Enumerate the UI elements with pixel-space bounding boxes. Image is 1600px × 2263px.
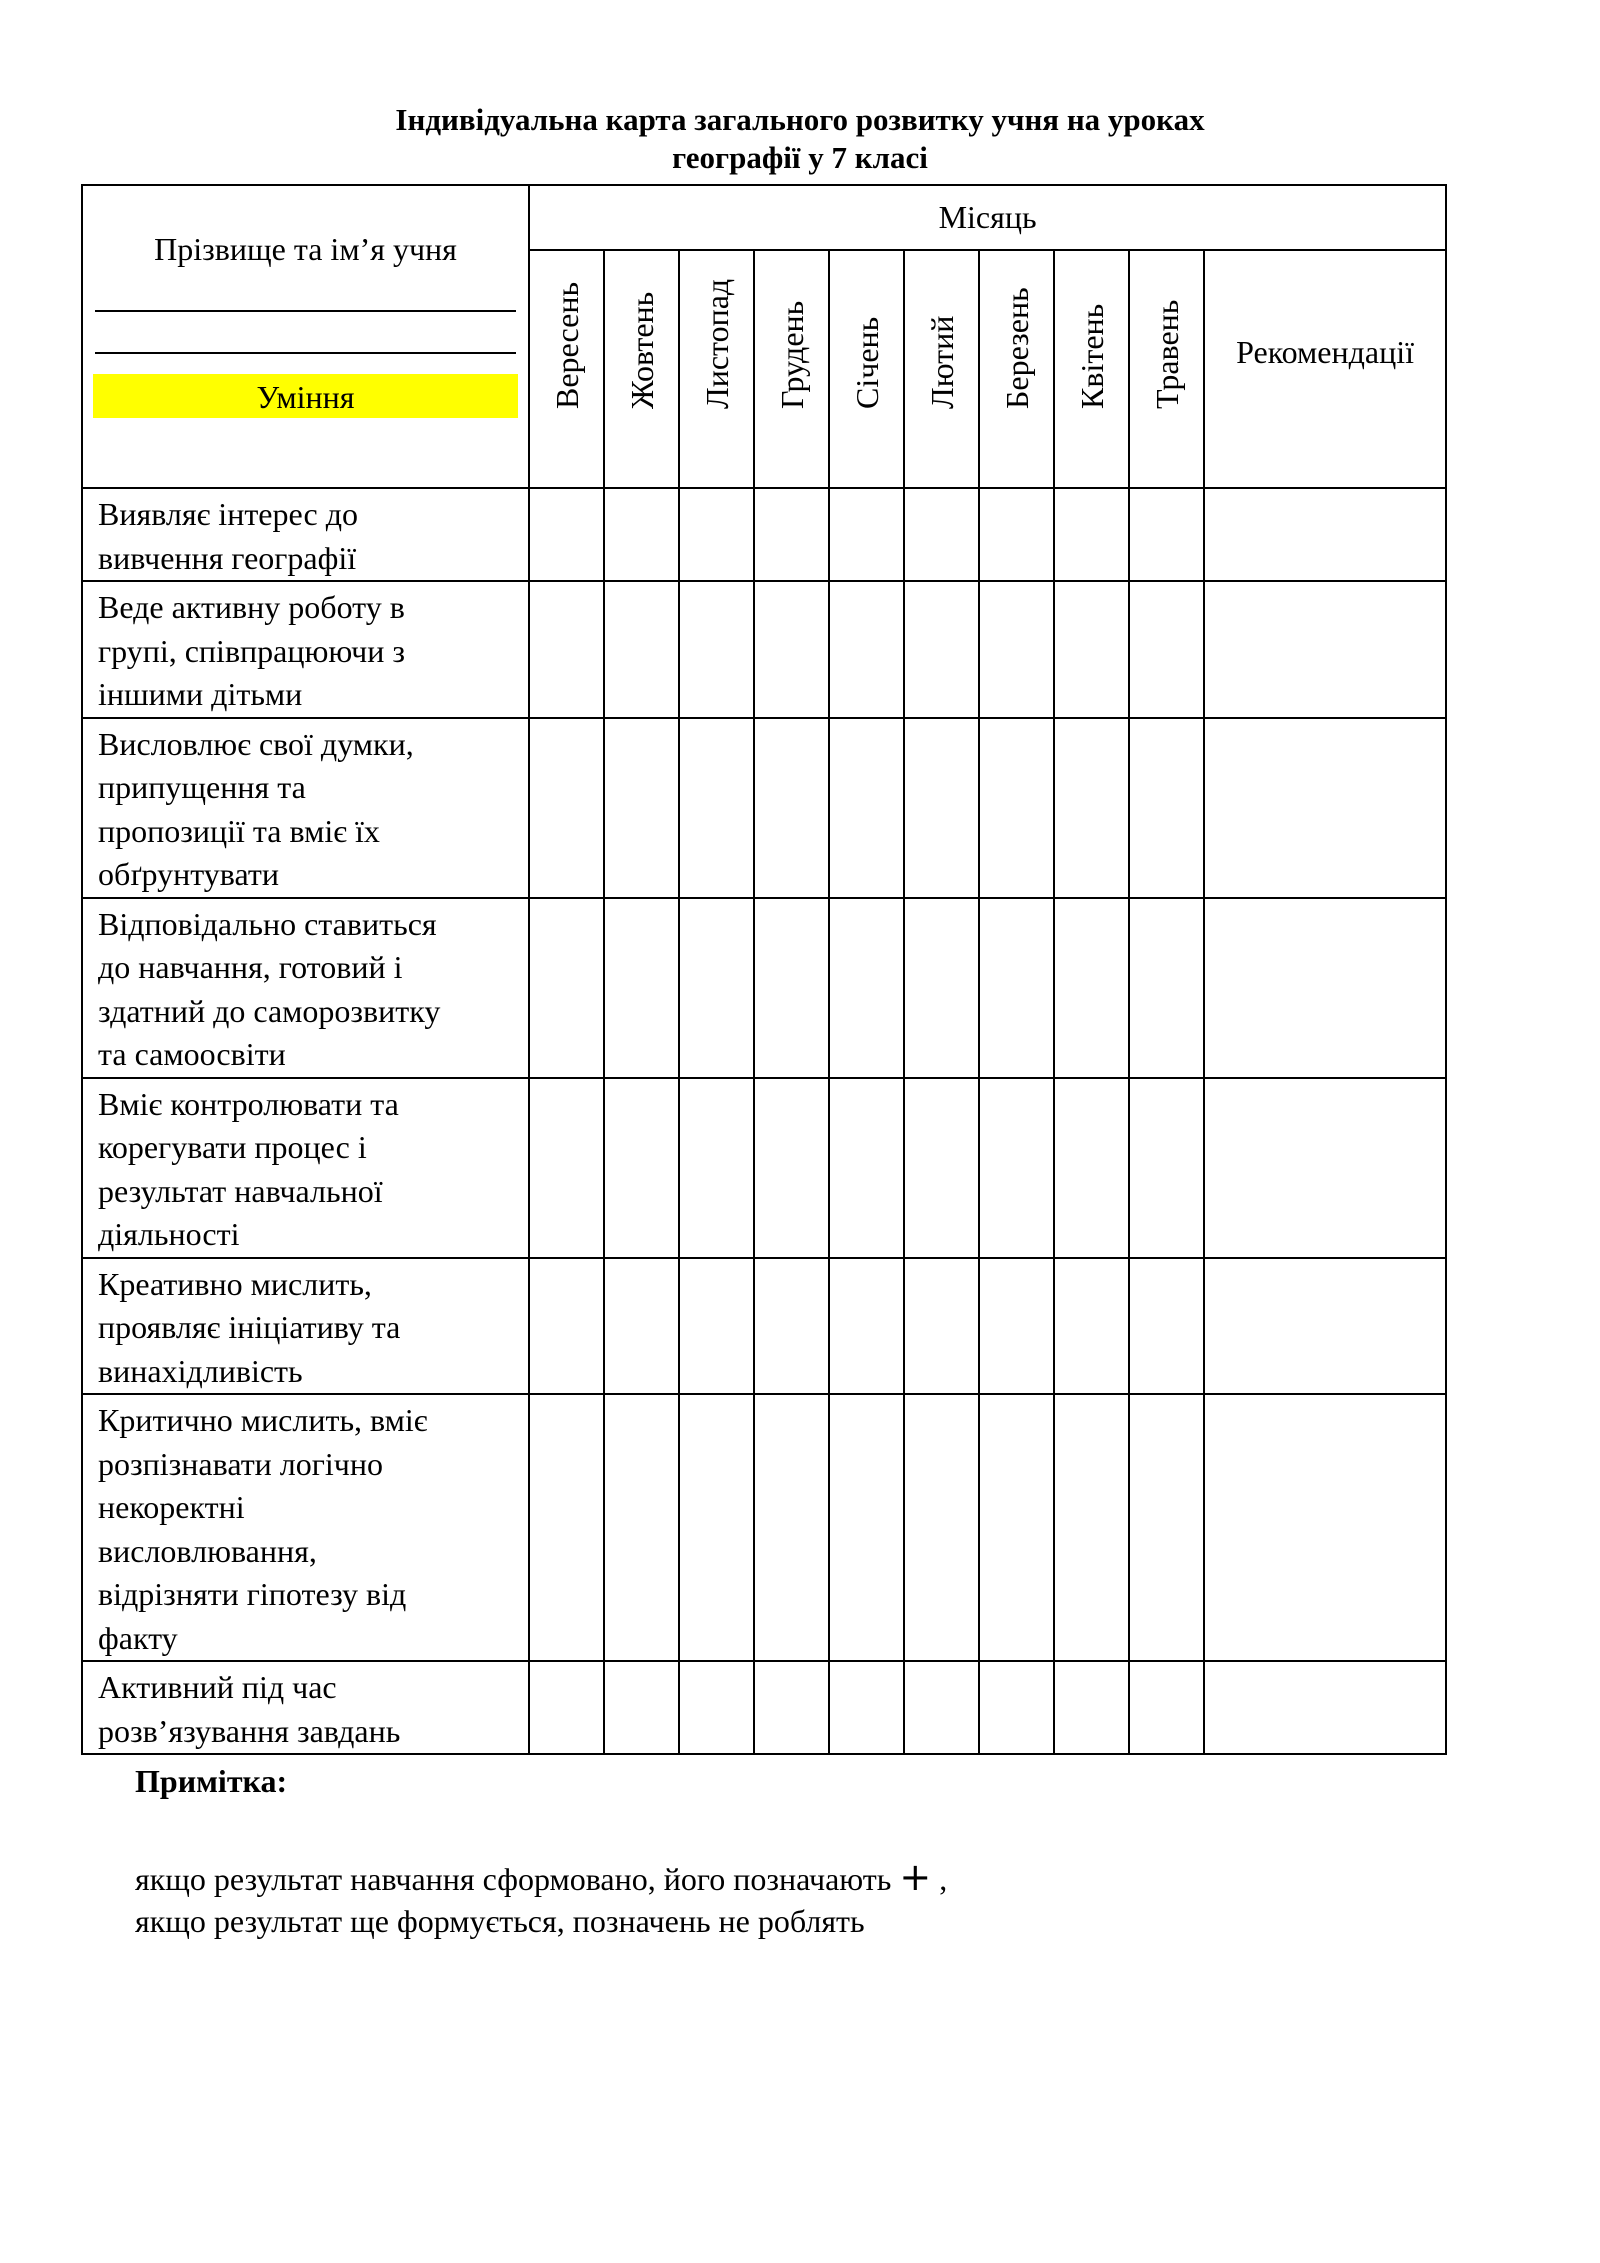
- month-label: Грудень: [773, 300, 810, 409]
- note-line-1: [135, 1855, 947, 1899]
- skill-row: [82, 1258, 1446, 1395]
- mark-cell[interactable]: [979, 898, 1054, 1078]
- skill-text-line: іншими дітьми: [98, 676, 303, 712]
- recommendations-header: [1204, 250, 1446, 488]
- recommendation-cell[interactable]: [1204, 1258, 1446, 1395]
- mark-cell[interactable]: [679, 718, 754, 898]
- mark-cell[interactable]: [604, 581, 679, 718]
- mark-cell[interactable]: [979, 1078, 1054, 1258]
- mark-cell[interactable]: [829, 718, 904, 898]
- skill-text-line: некоректні: [98, 1489, 245, 1525]
- skill-cell: [82, 1394, 529, 1661]
- mark-cell[interactable]: [904, 1258, 979, 1395]
- skill-text-line: відрізняти гіпотезу від: [98, 1576, 407, 1612]
- skill-text-line: групі, співпрацюючи з: [98, 632, 405, 669]
- skill-text-line: висловлювання,: [98, 1532, 317, 1569]
- mark-cell[interactable]: [604, 1394, 679, 1661]
- mark-cell[interactable]: [829, 1258, 904, 1395]
- month-column-header: [604, 250, 679, 488]
- mark-cell[interactable]: [1054, 1661, 1129, 1754]
- mark-cell[interactable]: [904, 1394, 979, 1661]
- skill-text-line: Веде активну роботу в: [98, 589, 405, 625]
- mark-cell[interactable]: [904, 581, 979, 718]
- mark-cell[interactable]: [904, 898, 979, 1078]
- skill-text-line: результат навчальної: [98, 1172, 383, 1209]
- mark-cell[interactable]: [679, 898, 754, 1078]
- mark-cell[interactable]: [1054, 581, 1129, 718]
- mark-cell[interactable]: [754, 718, 829, 898]
- mark-cell[interactable]: [1129, 1661, 1204, 1754]
- skill-text-line: Креативно мислить,: [98, 1265, 372, 1302]
- mark-cell[interactable]: [1129, 1394, 1204, 1661]
- mark-cell[interactable]: [754, 1078, 829, 1258]
- month-column-header: [979, 250, 1054, 488]
- mark-cell[interactable]: [829, 1078, 904, 1258]
- mark-cell[interactable]: [979, 1661, 1054, 1754]
- skill-text-line: діяльності: [98, 1216, 240, 1252]
- mark-cell[interactable]: [979, 488, 1054, 581]
- mark-cell[interactable]: [829, 488, 904, 581]
- month-column-header: [754, 250, 829, 488]
- mark-cell[interactable]: [754, 1394, 829, 1661]
- month-column-header: [679, 250, 754, 488]
- mark-cell[interactable]: [679, 581, 754, 718]
- skill-text-line: здатний до саморозвитку: [98, 992, 441, 1029]
- name-blank-line[interactable]: [95, 272, 516, 312]
- skill-row: [82, 488, 1446, 581]
- skill-text-line: факту: [98, 1619, 178, 1656]
- mark-cell[interactable]: [1054, 1394, 1129, 1661]
- mark-cell[interactable]: [904, 718, 979, 898]
- mark-cell[interactable]: [679, 1394, 754, 1661]
- skill-cell: [82, 718, 529, 898]
- skills-header: Уміння: [93, 374, 518, 418]
- skill-text-line: Відповідально ставиться: [98, 905, 437, 942]
- skill-text-line: припущення та: [98, 769, 306, 805]
- mark-cell[interactable]: [754, 1258, 829, 1395]
- skill-text-line: Вміє контролювати та: [98, 1085, 399, 1122]
- student-header-cell: [82, 185, 529, 488]
- note-title: Примітка:: [135, 1763, 288, 1799]
- student-name-label: Прізвище та ім’я учня: [154, 231, 457, 267]
- skill-text-line: Критично мислить, вміє: [98, 1402, 428, 1438]
- skill-cell: [82, 488, 529, 581]
- mark-cell[interactable]: [1054, 1078, 1129, 1258]
- month-column-header: [904, 250, 979, 488]
- mark-cell[interactable]: [904, 488, 979, 581]
- mark-cell[interactable]: [979, 1394, 1054, 1661]
- note-line-1-text: якщо результат навчання сформовано, його позначають: [135, 1861, 892, 1897]
- skill-text-line: Висловлює свої думки,: [98, 725, 414, 762]
- mark-cell[interactable]: [754, 581, 829, 718]
- month-label: Травень: [1148, 299, 1185, 409]
- skill-text-line: до навчання, готовий і: [98, 949, 403, 985]
- mark-cell[interactable]: [904, 1661, 979, 1754]
- recommendation-cell[interactable]: [1204, 1661, 1446, 1754]
- mark-cell[interactable]: [829, 1661, 904, 1754]
- mark-cell[interactable]: [1129, 898, 1204, 1078]
- mark-cell[interactable]: [979, 718, 1054, 898]
- mark-cell[interactable]: [979, 581, 1054, 718]
- mark-cell[interactable]: [829, 581, 904, 718]
- mark-cell[interactable]: [1054, 488, 1129, 581]
- month-label: Листопад: [698, 278, 735, 409]
- skill-text-line: Виявляє інтерес до: [98, 496, 358, 532]
- name-blank-line[interactable]: [95, 312, 516, 354]
- mark-cell[interactable]: [529, 1258, 604, 1395]
- mark-cell[interactable]: [529, 1078, 604, 1258]
- mark-cell[interactable]: [1054, 718, 1129, 898]
- skill-row: [82, 898, 1446, 1078]
- recommendation-cell[interactable]: [1204, 898, 1446, 1078]
- skill-row: [82, 1394, 1446, 1661]
- mark-cell[interactable]: [604, 898, 679, 1078]
- recommendation-cell[interactable]: [1204, 488, 1446, 581]
- mark-cell[interactable]: [1129, 718, 1204, 898]
- skill-text-line: пропозиції та вміє їх: [98, 812, 380, 849]
- month-label: Квітень: [1073, 303, 1110, 409]
- skill-text-line: обґрунтувати: [98, 856, 279, 892]
- month-column-header: [829, 250, 904, 488]
- month-header: Місяць: [529, 185, 1446, 250]
- recommendations-label: Рекомендації: [1236, 334, 1414, 371]
- mark-cell[interactable]: [904, 1078, 979, 1258]
- mark-cell[interactable]: [1054, 1258, 1129, 1395]
- skill-text-line: та самоосвіти: [98, 1036, 286, 1072]
- mark-cell[interactable]: [679, 1078, 754, 1258]
- note-line-1-end: ,: [939, 1861, 948, 1897]
- mark-cell[interactable]: [829, 898, 904, 1078]
- development-card-table: [81, 184, 1447, 1755]
- skill-text-line: вивчення географії: [98, 539, 357, 576]
- document-title-line-1: Індивідуальна карта загального розвитку учня на уроках: [395, 102, 1205, 137]
- mark-cell[interactable]: [754, 488, 829, 581]
- mark-cell[interactable]: [754, 1661, 829, 1754]
- skill-text-line: Активний під час: [98, 1669, 337, 1705]
- note-line-2: якщо результат ще формується, позначень не роблять: [135, 1903, 865, 1939]
- skill-cell: [82, 581, 529, 718]
- mark-cell[interactable]: [604, 1661, 679, 1754]
- skill-cell: [82, 1661, 529, 1754]
- mark-cell[interactable]: [1129, 488, 1204, 581]
- mark-cell[interactable]: [604, 488, 679, 581]
- skill-cell: [82, 898, 529, 1078]
- skill-text-line: розв’язування завдань: [98, 1712, 401, 1749]
- mark-cell[interactable]: [529, 581, 604, 718]
- recommendation-cell[interactable]: [1204, 1394, 1446, 1661]
- recommendation-cell[interactable]: [1204, 581, 1446, 718]
- mark-cell[interactable]: [979, 1258, 1054, 1395]
- mark-cell[interactable]: [529, 488, 604, 581]
- mark-cell[interactable]: [604, 1078, 679, 1258]
- skill-text-line: проявляє ініціативу та: [98, 1309, 401, 1345]
- skill-cell: [82, 1078, 529, 1258]
- mark-cell[interactable]: [604, 718, 679, 898]
- mark-cell[interactable]: [679, 1258, 754, 1395]
- month-label: Лютий: [923, 315, 960, 409]
- header-row-1: [82, 185, 1446, 250]
- mark-cell[interactable]: [1129, 1258, 1204, 1395]
- month-column-header: [1054, 250, 1129, 488]
- month-column-header: [1129, 250, 1204, 488]
- skill-text-line: розпізнавати логічно: [98, 1445, 383, 1482]
- skill-text-line: винахідливість: [98, 1352, 303, 1389]
- skill-row: [82, 581, 1446, 718]
- mark-cell[interactable]: [1129, 1078, 1204, 1258]
- skill-row: [82, 718, 1446, 898]
- document-title-line-2: географії у 7 класі: [672, 140, 928, 175]
- recommendation-cell[interactable]: [1204, 718, 1446, 898]
- mark-cell[interactable]: [529, 1661, 604, 1754]
- mark-cell[interactable]: [529, 898, 604, 1078]
- mark-cell[interactable]: [604, 1258, 679, 1395]
- mark-cell[interactable]: [829, 1394, 904, 1661]
- mark-cell[interactable]: [529, 1394, 604, 1661]
- skill-cell: [82, 1258, 529, 1395]
- month-label: Вересень: [548, 281, 585, 409]
- skill-row: [82, 1661, 1446, 1754]
- month-column-header: [529, 250, 604, 488]
- mark-cell[interactable]: [679, 1661, 754, 1754]
- mark-cell[interactable]: [754, 898, 829, 1078]
- month-label: Січень: [848, 316, 885, 409]
- skill-row: [82, 1078, 1446, 1258]
- mark-cell[interactable]: [1054, 898, 1129, 1078]
- plus-symbol: +: [899, 1855, 932, 1899]
- skill-text-line: корегувати процес і: [98, 1129, 367, 1165]
- mark-cell[interactable]: [1129, 581, 1204, 718]
- mark-cell[interactable]: [679, 488, 754, 581]
- month-label: Жовтень: [623, 291, 660, 409]
- recommendation-cell[interactable]: [1204, 1078, 1446, 1258]
- month-label: Березень: [998, 287, 1035, 409]
- mark-cell[interactable]: [529, 718, 604, 898]
